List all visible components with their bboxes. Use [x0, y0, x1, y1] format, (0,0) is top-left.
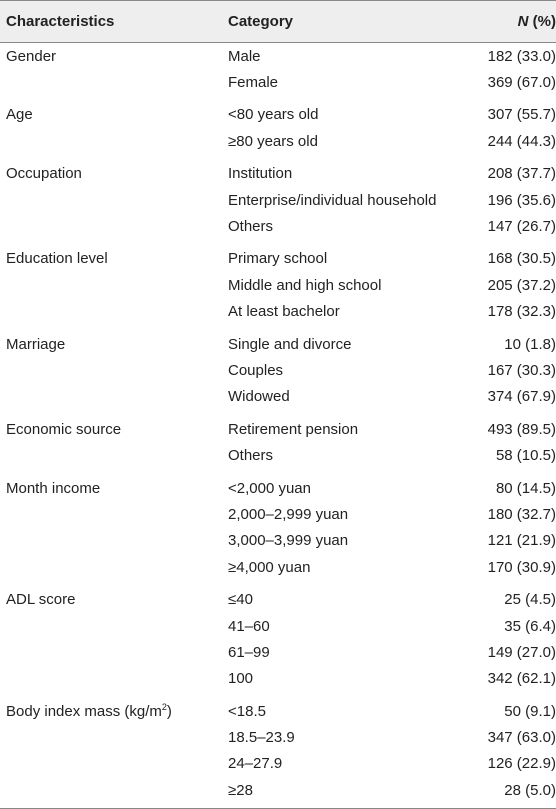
cell-n-percent: 374 (67.9): [472, 384, 556, 410]
cell-n-percent: 493 (89.5): [472, 410, 556, 442]
cell-characteristic: [0, 751, 228, 777]
cell-category: Enterprise/individual household: [228, 187, 472, 213]
characteristic-superscript: 2: [162, 702, 167, 712]
cell-characteristic: [0, 155, 228, 187]
table-row: [0, 384, 556, 410]
table-row: [0, 777, 556, 808]
cell-n-percent: 10 (1.8): [472, 325, 556, 357]
table-row: [0, 43, 556, 70]
cell-n-percent: 50 (9.1): [472, 692, 556, 724]
cell-characteristic: [0, 410, 228, 442]
table-row: [0, 751, 556, 777]
cell-n-percent: 182 (33.0): [472, 43, 556, 70]
table-row: [0, 692, 556, 724]
cell-n-percent: 25 (4.5): [472, 580, 556, 612]
cell-n-percent: 149 (27.0): [472, 639, 556, 665]
cell-category: ≥4,000 yuan: [228, 554, 472, 580]
table-row: [0, 69, 556, 95]
cell-characteristic: [0, 213, 228, 239]
cell-category: Female: [228, 69, 472, 95]
cell-n-percent: 168 (30.5): [472, 240, 556, 272]
cell-category: <80 years old: [228, 96, 472, 128]
cell-category: Institution: [228, 155, 472, 187]
cell-category: Others: [228, 213, 472, 239]
cell-n-percent: 121 (21.9): [472, 528, 556, 554]
cell-category: 24–27.9: [228, 751, 472, 777]
table-row: [0, 528, 556, 554]
table-row: [0, 666, 556, 692]
cell-n-percent: 369 (67.0): [472, 69, 556, 95]
cell-category: 18.5–23.9: [228, 724, 472, 750]
cell-n-percent: 244 (44.3): [472, 128, 556, 154]
cell-category: ≤40: [228, 580, 472, 612]
cell-n-percent: 80 (14.5): [472, 469, 556, 501]
cell-characteristic: [0, 692, 228, 724]
cell-characteristic: [0, 69, 228, 95]
cell-category: ≥28: [228, 777, 472, 808]
cell-characteristic: [0, 501, 228, 527]
cell-category: 2,000–2,999 yuan: [228, 501, 472, 527]
characteristic-label: Occupation: [6, 165, 82, 182]
table-row: [0, 613, 556, 639]
cell-characteristic: [0, 724, 228, 750]
cell-characteristic: [0, 96, 228, 128]
table-row: [0, 580, 556, 612]
table-row: [0, 724, 556, 750]
cell-category: Couples: [228, 357, 472, 383]
table-row: [0, 240, 556, 272]
cell-characteristic: [0, 469, 228, 501]
cell-characteristic: [0, 554, 228, 580]
characteristic-label: ADL score: [6, 591, 75, 608]
characteristic-suffix: ): [167, 703, 172, 720]
table-row: [0, 639, 556, 665]
characteristic-label: Gender: [6, 48, 56, 65]
characteristic-label: Month income: [6, 480, 100, 497]
table-row: [0, 299, 556, 325]
cell-n-percent: 28 (5.0): [472, 777, 556, 808]
table-row: [0, 442, 556, 468]
cell-characteristic: [0, 613, 228, 639]
table-row: [0, 128, 556, 154]
cell-characteristic: [0, 325, 228, 357]
table-row: [0, 155, 556, 187]
cell-n-percent: 35 (6.4): [472, 613, 556, 639]
cell-characteristic: [0, 299, 228, 325]
header-n-symbol: N: [518, 13, 529, 30]
table-row: [0, 554, 556, 580]
cell-category: ≥80 years old: [228, 128, 472, 154]
table-row: [0, 410, 556, 442]
cell-characteristic: [0, 442, 228, 468]
cell-category: 41–60: [228, 613, 472, 639]
cell-category: Widowed: [228, 384, 472, 410]
cell-n-percent: 167 (30.3): [472, 357, 556, 383]
cell-n-percent: 205 (37.2): [472, 272, 556, 298]
cell-n-percent: 347 (63.0): [472, 724, 556, 750]
header-n-percent: [472, 1, 556, 43]
cell-characteristic: [0, 43, 228, 70]
cell-category: At least bachelor: [228, 299, 472, 325]
header-n-unit: (%): [529, 13, 556, 30]
cell-characteristic: [0, 272, 228, 298]
cell-category: Primary school: [228, 240, 472, 272]
header-row: [0, 1, 556, 43]
cell-characteristic: [0, 357, 228, 383]
cell-category: <18.5: [228, 692, 472, 724]
cell-characteristic: [0, 128, 228, 154]
characteristic-label: Economic source: [6, 421, 121, 438]
table-row: [0, 325, 556, 357]
cell-n-percent: 170 (30.9): [472, 554, 556, 580]
cell-category: Middle and high school: [228, 272, 472, 298]
cell-n-percent: 196 (35.6): [472, 187, 556, 213]
cell-category: Single and divorce: [228, 325, 472, 357]
cell-category: 3,000–3,999 yuan: [228, 528, 472, 554]
table-body: [0, 43, 556, 809]
characteristic-label: Age: [6, 106, 33, 123]
cell-characteristic: [0, 666, 228, 692]
cell-n-percent: 208 (37.7): [472, 155, 556, 187]
cell-category: <2,000 yuan: [228, 469, 472, 501]
cell-n-percent: 126 (22.9): [472, 751, 556, 777]
header-category: Category: [228, 1, 472, 43]
cell-characteristic: [0, 777, 228, 808]
cell-n-percent: 342 (62.1): [472, 666, 556, 692]
table-row: [0, 357, 556, 383]
cell-n-percent: 307 (55.7): [472, 96, 556, 128]
cell-n-percent: 180 (32.7): [472, 501, 556, 527]
cell-category: Others: [228, 442, 472, 468]
cell-characteristic: [0, 580, 228, 612]
cell-characteristic: [0, 187, 228, 213]
characteristic-label: Education level: [6, 250, 108, 267]
cell-category: Retirement pension: [228, 410, 472, 442]
cell-characteristic: [0, 528, 228, 554]
table-row: [0, 187, 556, 213]
cell-characteristic: [0, 639, 228, 665]
table-row: [0, 501, 556, 527]
table-row: [0, 469, 556, 501]
cell-characteristic: [0, 240, 228, 272]
cell-n-percent: 147 (26.7): [472, 213, 556, 239]
table-row: [0, 213, 556, 239]
table-row: [0, 96, 556, 128]
characteristic-label: Marriage: [6, 336, 65, 353]
cell-category: 100: [228, 666, 472, 692]
cell-category: 61–99: [228, 639, 472, 665]
table-row: [0, 272, 556, 298]
cell-characteristic: [0, 384, 228, 410]
characteristic-label: Body index mass (kg/m: [6, 703, 162, 720]
cell-n-percent: 58 (10.5): [472, 442, 556, 468]
cell-n-percent: 178 (32.3): [472, 299, 556, 325]
cell-category: Male: [228, 43, 472, 70]
header-characteristics: Characteristics: [0, 1, 228, 43]
